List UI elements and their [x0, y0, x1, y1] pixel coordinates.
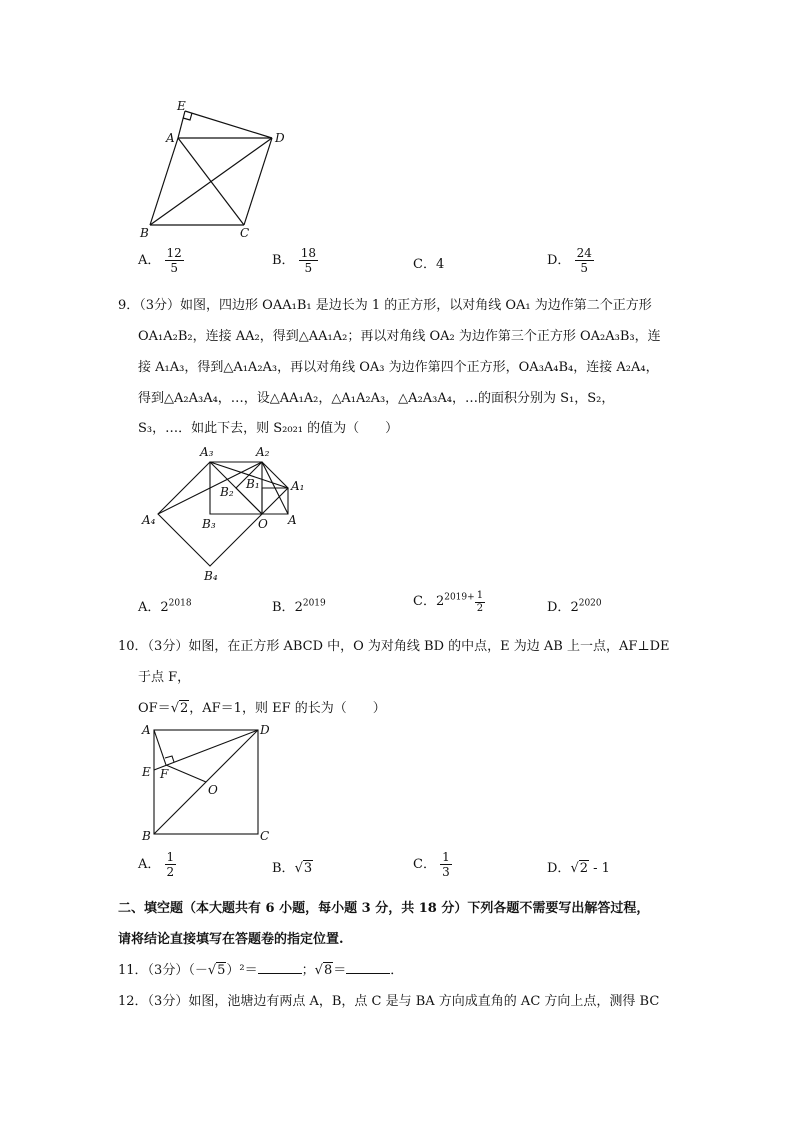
q9-stem-line5: S₃，…．如此下去，则 S₂₀₂₁ 的值为（ ）: [138, 421, 399, 436]
q9-figure: [138, 440, 318, 585]
q8-label-d: D: [275, 131, 285, 145]
section2-heading-line2: 请将结论直接填写在答题卷的指定位置.: [118, 932, 344, 947]
q10-label-c: C: [260, 829, 270, 843]
q8-option-b: B． $\frac{18}{5}$: [272, 246, 316, 275]
q10-label-a: A: [142, 723, 151, 737]
q8-label-b: B: [140, 226, 149, 240]
q10-option-b: B．√3: [272, 861, 313, 876]
q9-option-d: D．$2^{2020}$: [547, 598, 602, 615]
q9-label-b1: B₁: [246, 477, 260, 491]
q9-label-b4: B₄: [204, 569, 218, 583]
q9-label-o: O: [258, 517, 268, 531]
q8-option-c: C．4: [413, 257, 445, 272]
q10-figure: [138, 720, 278, 845]
q9-label-a: A: [288, 513, 297, 527]
q10-label-b: B: [142, 829, 151, 843]
q9-stem-line2: OA₁A₂B₂，连接 AA₂，得到△AA₁A₂；再以对角线 OA₂ 为边作第三个正方形 OA₂A₃B₃，连: [138, 329, 661, 344]
q10-option-a: A． $\frac{1}{2}$: [138, 850, 175, 879]
q10-stem-line2: 于点 F，: [138, 670, 191, 685]
q8-option-a: A． $\frac{12}{5}$: [138, 246, 182, 275]
q11-stem: 11．（3分）（－√5）²＝ ；√8＝ ．: [118, 963, 404, 978]
q10-label-e: E: [142, 765, 151, 779]
q8-label-a: A: [166, 131, 175, 145]
q11-blank-2[interactable]: [346, 961, 390, 974]
q10-label-o: O: [208, 783, 218, 797]
q9-option-c: C．$2^{2019+}$ $\frac{1}{2}$: [413, 590, 484, 614]
q10-stem-line1: 10．（3分）如图，在正方形 ABCD 中，O 为对角线 BD 的中点，E 为边 AB 上一点，AF⊥DE: [118, 639, 670, 654]
q9-option-a: A．$2^{2018}$: [138, 598, 192, 615]
q9-stem-line1: 9．（3分）如图，四边形 OAA₁B₁ 是边长为 1 的正方形，以对角线 OA₁ 为边作第二个正方形: [118, 298, 652, 313]
q9-label-b2: B₂: [220, 485, 234, 499]
section2-heading-line1: 二、填空题（本大题共有 6 小题，每小题 3 分，共 18 分）下列各题不需要写出解答过程，: [118, 901, 650, 916]
q9-label-a1: A₁: [291, 479, 305, 493]
q9-label-b3: B₃: [202, 517, 216, 531]
q8-figure: [130, 95, 300, 245]
q9-label-a3: A₃: [200, 445, 214, 459]
q10-label-d: D: [260, 723, 270, 737]
q10-option-d: D．√2 - 1: [547, 861, 610, 876]
q11-blank-1[interactable]: [258, 961, 302, 974]
q9-stem-line4: 得到△A₂A₃A₄，…，设△AA₁A₂，△A₁A₂A₃，△A₂A₃A₄，…的面积分别为 S₁，S₂，: [138, 391, 615, 406]
q8-label-c: C: [240, 226, 250, 240]
q9-stem-line3: 接 A₁A₃，得到△A₁A₂A₃，再以对角线 OA₃ 为边作第四个正方形，OA₃A₄B₄，连接 A₂A₄，: [138, 360, 659, 375]
q10-option-c: C． $\frac{1}{3}$: [413, 850, 450, 879]
q10-label-f: F: [160, 767, 169, 781]
q8-option-d: D． $\frac{24}{5}$: [547, 246, 592, 275]
q9-option-b: B．$2^{2019}$: [272, 598, 326, 615]
q9-label-a4: A₄: [142, 513, 156, 527]
q10-stem-line3: OF＝√2，AF＝1，则 EF 的长为（ ）: [138, 701, 386, 716]
q12-stem-line1: 12．（3分）如图，池塘边有两点 A，B，点 C 是与 BA 方向成直角的 AC 方向上点，测得 BC: [118, 994, 660, 1009]
q8-label-e: E: [177, 99, 186, 113]
q9-label-a2: A₂: [256, 445, 270, 459]
